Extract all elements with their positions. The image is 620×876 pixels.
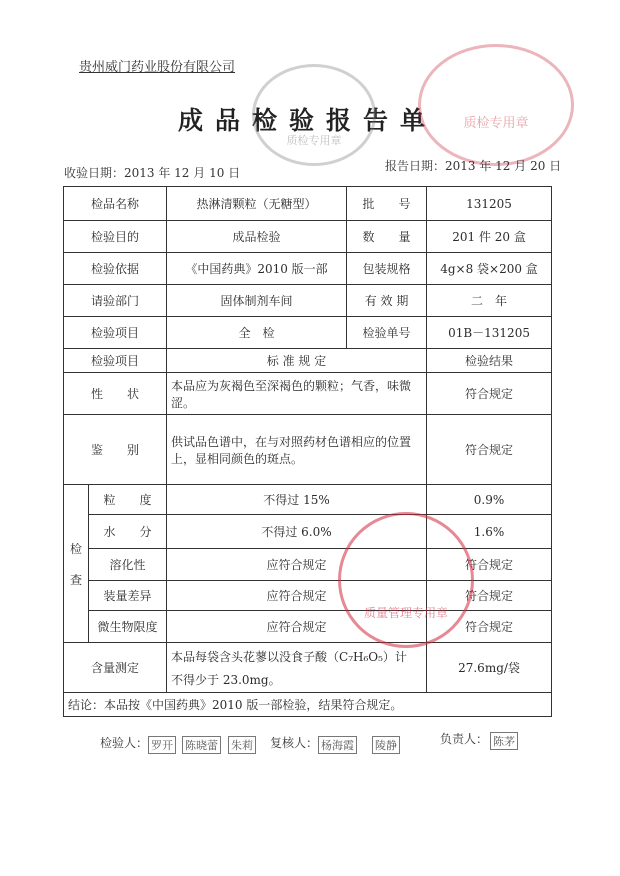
dept-label: 请验部门 xyxy=(64,285,167,317)
reviewer-signature-1: 杨海霞 xyxy=(318,736,357,754)
reviewer-label: 复核人： xyxy=(270,736,319,750)
column-header-row xyxy=(64,349,552,373)
row-micro xyxy=(64,611,552,643)
expiry-label: 有 效 期 xyxy=(347,285,427,317)
header-item: 检验项目 xyxy=(64,349,167,373)
reviewer-signature-2: 陵静 xyxy=(372,736,400,754)
assay-standard-line-2: 不得少于 23.0mg。 xyxy=(171,672,281,687)
solubility-standard: 应符合规定 xyxy=(167,549,427,581)
batch-value: 131205 xyxy=(427,187,552,221)
name-value: 热淋清颗粒（无糖型） xyxy=(167,187,347,221)
assay-label: 含量测定 xyxy=(64,643,167,693)
batch-label: 批 号 xyxy=(347,187,427,221)
pack-label: 包装规格 xyxy=(347,253,427,285)
moisture-standard: 不得过 6.0% xyxy=(167,515,427,549)
solubility-label: 溶化性 xyxy=(89,549,167,581)
inspector-signature-1: 罗开 xyxy=(148,736,176,754)
qa-stamp-right: 质检专用章 xyxy=(418,44,574,166)
fill-standard: 应符合规定 xyxy=(167,581,427,611)
inspector-label: 检验人： xyxy=(100,736,149,750)
appearance-standard: 本品应为灰褐色至深褐色的颗粒；气香，味微涩。 xyxy=(167,373,427,415)
basis-label: 检验依据 xyxy=(64,253,167,285)
appearance-result: 符合规定 xyxy=(427,373,552,415)
basis-value: 《中国药典》2010 版一部 xyxy=(167,253,347,285)
report-no-value: 01B－131205 xyxy=(427,317,552,349)
page-title: 成品检验报告单 xyxy=(178,106,438,135)
report-no-label: 检验单号 xyxy=(347,317,427,349)
identify-result: 符合规定 xyxy=(427,415,552,485)
company-name: 贵州威门药业股份有限公司 xyxy=(79,60,236,75)
item-label: 检验项目 xyxy=(64,317,167,349)
granularity-label: 粒 度 xyxy=(89,485,167,515)
conclusion-text: 结论：本品按《中国药典》2010 版一部检验，结果符合规定。 xyxy=(64,693,552,717)
identify-label: 鉴 别 xyxy=(64,415,167,485)
micro-standard: 应符合规定 xyxy=(167,611,427,643)
qa-stamp-center: 质量管理专用章 xyxy=(338,512,474,648)
qa-stamp-top: 质检专用章 xyxy=(252,64,376,166)
fill-label: 装量差异 xyxy=(89,581,167,611)
report-table xyxy=(63,186,552,717)
row-identify xyxy=(64,415,552,485)
assay-standard-line-1: 本品每袋含头花蓼以没食子酸（C₇H₆O₅）计 xyxy=(171,649,407,664)
row-fill xyxy=(64,581,552,611)
check-group-label: 检 查 xyxy=(64,485,89,643)
moisture-result: 1.6% xyxy=(427,515,552,549)
row-conclusion xyxy=(64,693,552,717)
expiry-value: 二 年 xyxy=(427,285,552,317)
qty-label: 数 量 xyxy=(347,221,427,253)
granularity-standard: 不得过 15% xyxy=(167,485,427,515)
header-standard: 标 准 规 定 xyxy=(167,349,427,373)
appearance-label: 性 状 xyxy=(64,373,167,415)
micro-label: 微生物限度 xyxy=(89,611,167,643)
manager-label: 负责人： xyxy=(440,732,489,746)
moisture-label: 水 分 xyxy=(89,515,167,549)
solubility-result: 符合规定 xyxy=(427,549,552,581)
item-value: 全 检 xyxy=(167,317,347,349)
row-assay xyxy=(64,643,552,693)
header-result: 检验结果 xyxy=(427,349,552,373)
dept-value: 固体制剂车间 xyxy=(167,285,347,317)
inspector-signature-3: 朱莉 xyxy=(228,736,256,754)
report-date: 报告日期：2013 年 12 月 20 日 xyxy=(385,159,562,173)
receive-date: 收验日期：2013 年 12 月 10 日 xyxy=(64,166,241,180)
manager-signature-1: 陈茅 xyxy=(490,732,518,750)
row-solubility xyxy=(64,549,552,581)
inspector-signature-2: 陈晓蕾 xyxy=(182,736,221,754)
identify-standard: 供试品色谱中，在与对照药材色谱相应的位置上，显相同颜色的斑点。 xyxy=(167,415,427,485)
purpose-label: 检验目的 xyxy=(64,221,167,253)
info-row-basis xyxy=(64,253,552,285)
qty-value: 201 件 20 盒 xyxy=(427,221,552,253)
assay-result: 27.6mg/袋 xyxy=(427,643,552,693)
info-row-dept xyxy=(64,285,552,317)
row-granularity xyxy=(64,485,552,515)
granularity-result: 0.9% xyxy=(427,485,552,515)
name-label: 检品名称 xyxy=(64,187,167,221)
micro-result: 符合规定 xyxy=(427,611,552,643)
fill-result: 符合规定 xyxy=(427,581,552,611)
info-row-purpose xyxy=(64,221,552,253)
row-appearance xyxy=(64,373,552,415)
pack-value: 4g×8 袋×200 盒 xyxy=(427,253,552,285)
assay-standard xyxy=(167,643,427,693)
info-row-item xyxy=(64,317,552,349)
info-row-name xyxy=(64,187,552,221)
purpose-value: 成品检验 xyxy=(167,221,347,253)
row-moisture xyxy=(64,515,552,549)
